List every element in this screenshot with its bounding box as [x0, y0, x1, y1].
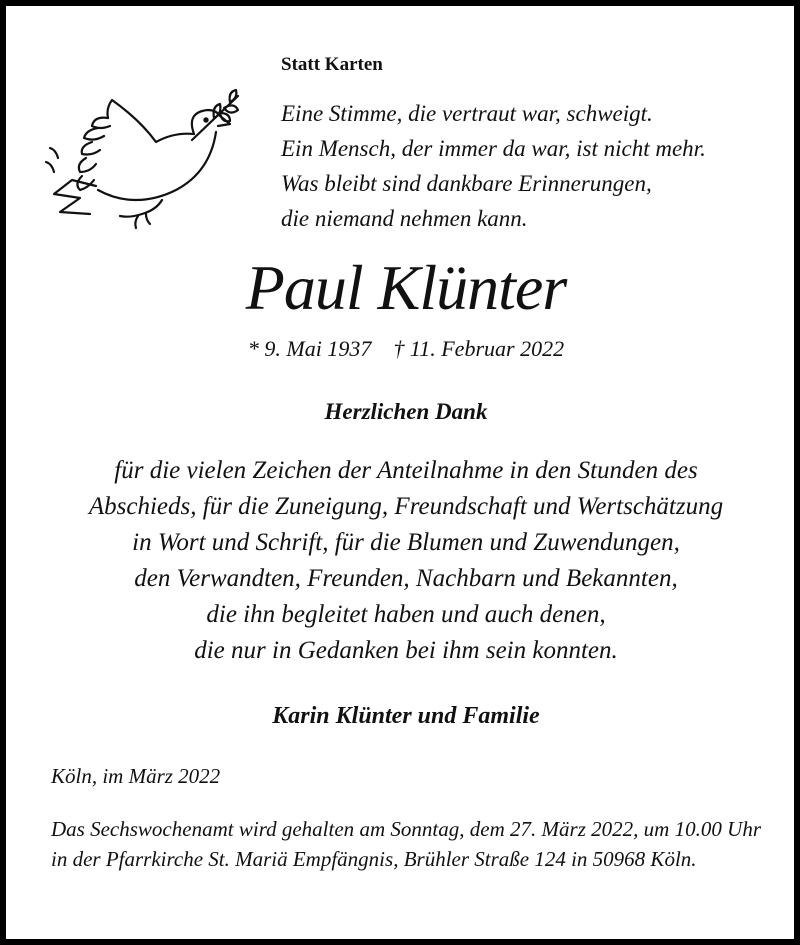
- place-date: Köln, im März 2022: [51, 764, 221, 788]
- family-signature: Karin Klünter und Familie: [272, 703, 540, 729]
- thanks-line: Abschieds, für die Zuneigung, Freundschaft und Wertschätzung: [88, 493, 724, 520]
- thanks-line: die nur in Gedanken bei ihm sein konnten.: [194, 637, 618, 664]
- thanks-line: die ihn begleitet haben und auch denen,: [206, 601, 606, 628]
- thanks-line: in Wort und Schrift, für die Blumen und Zuwendungen,: [132, 529, 680, 556]
- statt-karten-label: Statt Karten: [281, 54, 383, 75]
- poem: [281, 96, 781, 236]
- deceased-name: Paul Klünter: [245, 252, 567, 323]
- life-dates: [6, 336, 800, 362]
- thanks-title: Herzlichen Dank: [324, 399, 488, 424]
- poem-line: die niemand nehmen kann.: [281, 206, 528, 231]
- dove-icon: [42, 88, 252, 230]
- service-notice: Das Sechswochenamt wird gehalten am Sonntag, dem 27. März 2022, um 10.00 Uhr in der Pfarrkirche St. Mariä Empfängnis, Brühler Straße 124 in 50968 Köln.: [51, 817, 761, 871]
- poem-line: Ein Mensch, der immer da war, ist nicht mehr.: [281, 136, 706, 161]
- death-date: † 11. Februar 2022: [393, 336, 565, 361]
- poem-line: Eine Stimme, die vertraut war, schweigt.: [281, 101, 653, 126]
- thanks-line: den Verwandten, Freunden, Nachbarn und Bekannten,: [134, 565, 678, 592]
- thanks-text: [6, 453, 800, 669]
- thanks-line: für die vielen Zeichen der Anteilnahme in den Stunden des: [114, 457, 698, 484]
- birth-date: * 9. Mai 1937: [247, 336, 372, 361]
- poem-line: Was bleibt sind dankbare Erinnerungen,: [281, 171, 652, 196]
